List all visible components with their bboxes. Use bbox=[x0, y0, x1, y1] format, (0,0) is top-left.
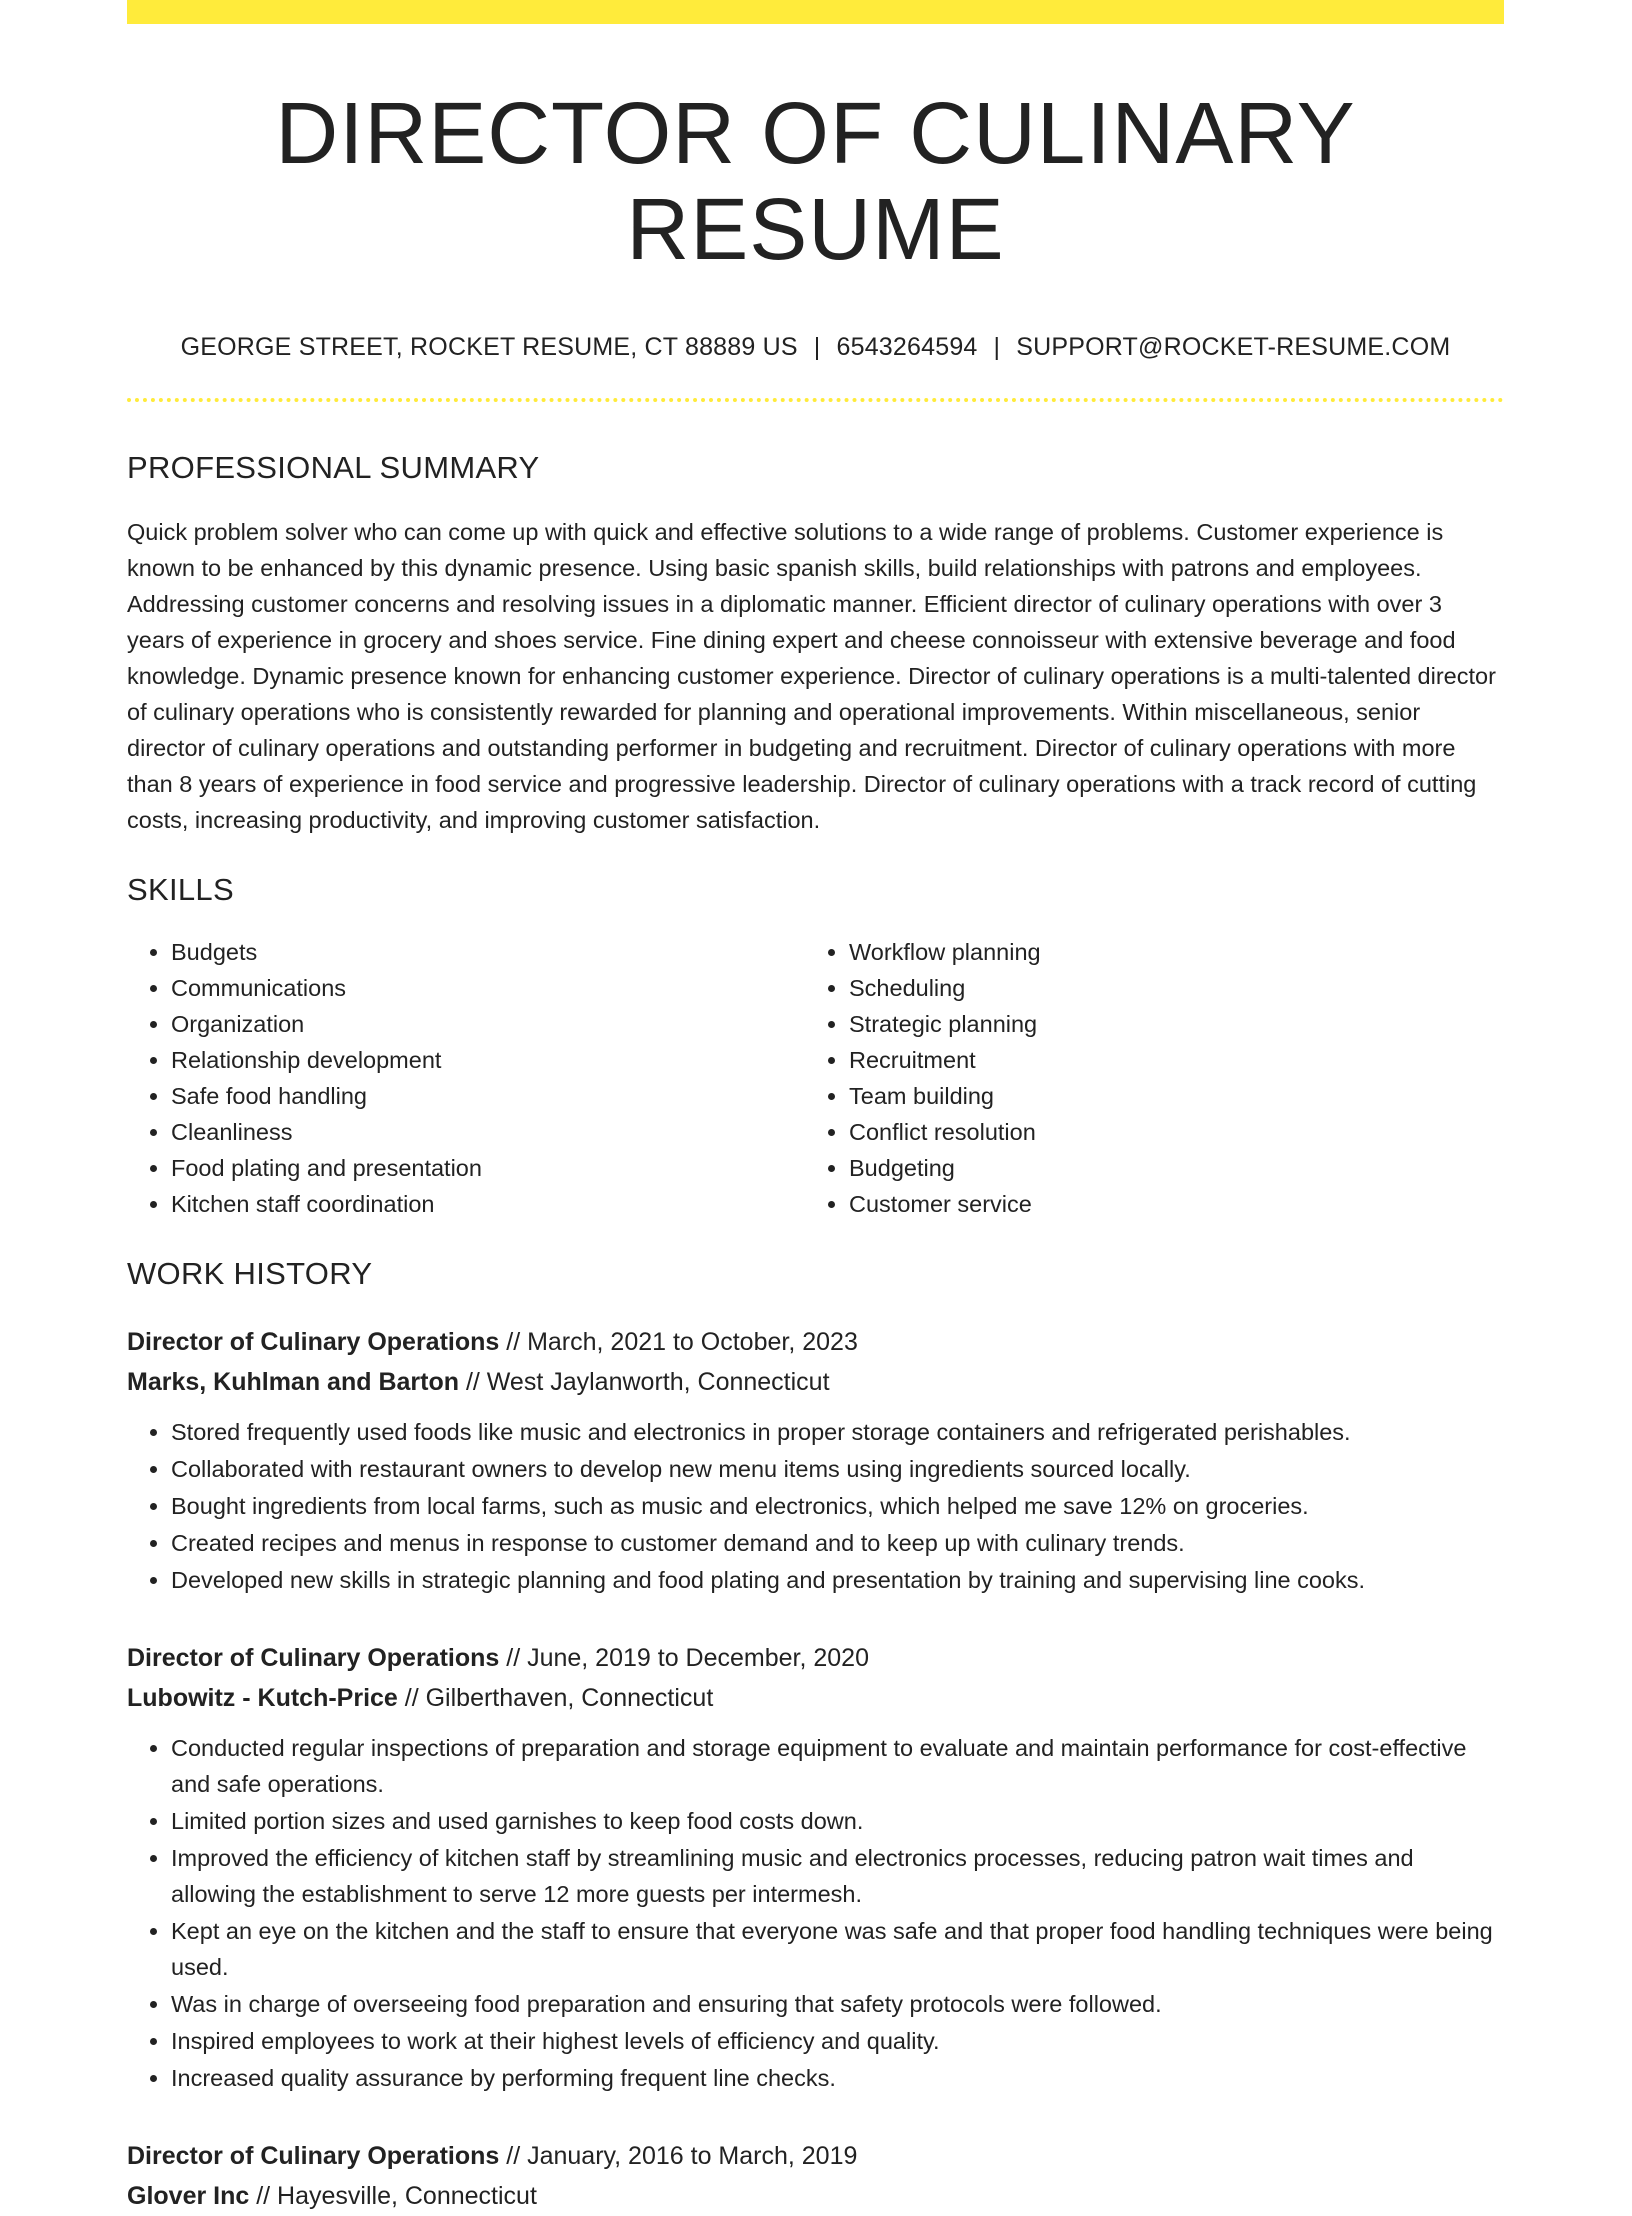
dotted-divider bbox=[127, 398, 1504, 402]
job-entry bbox=[127, 1638, 1504, 2096]
job-bullet: • Improved the efficiency of kitchen staff by streamlining music and electronics processes, reducing patron wait times and allowing the establishment to serve 12 more guests per intermesh. bbox=[171, 1840, 1504, 1912]
job-title: Director of Culinary Operations bbox=[127, 2142, 500, 2171]
contact-separator: | bbox=[993, 333, 1001, 362]
job-bullet: • Inspired employees to work at their highest levels of efficiency and quality. bbox=[171, 2023, 1504, 2059]
job-dates: // March, 2021 to October, 2023 bbox=[499, 1328, 858, 1357]
job-bullet: • Stored frequently used foods like music and electronics in proper storage containers and refrigerated perishables. bbox=[171, 1414, 1504, 1450]
skill-item: • Safe food handling bbox=[171, 1078, 805, 1114]
job-bullet: • Bought ingredients from local farms, such as music and electronics, which helped me save 12% on groceries. bbox=[171, 1488, 1504, 1524]
job-location: // Hayesville, Connecticut bbox=[249, 2182, 537, 2211]
skill-item: • Workflow planning bbox=[849, 934, 1449, 970]
job-company: Glover Inc bbox=[127, 2182, 250, 2211]
skill-item: • Budgeting bbox=[849, 1150, 1449, 1186]
job-company-line bbox=[127, 2176, 1504, 2216]
job-title: Director of Culinary Operations bbox=[127, 1328, 500, 1357]
skill-item: • Conflict resolution bbox=[849, 1114, 1449, 1150]
job-bullets bbox=[127, 1414, 1504, 1598]
summary-text: Quick problem solver who can come up with quick and effective solutions to a wide range of problems. Customer experience is known to be enhanced by this dynamic presence. Using basic spanish skills, build relationships with patrons and employees. Addressing customer concerns and resolving issues in a diplomatic manner. Efficient director of culinary operations with over 3 years of experience in grocery and shoes service. Fine dining expert and cheese connoisseur with extensive beverage and food knowledge. Dynamic presence known for enhancing customer experience. Director of culinary operations is a multi-talented director of culinary operations who is consistently rewarded for planning and operational improvements. Within miscellaneous, senior director of culinary operations and outstanding performer in budgeting and recruitment. Director of culinary operations with more than 8 years of experience in food service and progressive leadership. Director of culinary operations with a track record of cutting costs, increasing productivity, and improving customer satisfaction. bbox=[127, 519, 1496, 834]
skill-item: • Kitchen staff coordination bbox=[171, 1186, 805, 1222]
skill-item: • Communications bbox=[171, 970, 805, 1006]
job-bullet: • Increased quality assurance by performing frequent line checks. bbox=[171, 2060, 1504, 2096]
job-company-line bbox=[127, 1678, 1504, 1718]
resume-title: DIRECTOR OF CULINARY RESUME bbox=[275, 85, 1356, 278]
skill-item: • Cleanliness bbox=[171, 1114, 805, 1150]
job-entry bbox=[127, 2136, 1504, 2216]
section-title-summary: PROFESSIONAL SUMMARY bbox=[127, 450, 540, 486]
job-location: // Gilberthaven, Connecticut bbox=[397, 1684, 714, 1713]
accent-top-bar bbox=[127, 0, 1504, 24]
job-dates: // January, 2016 to March, 2019 bbox=[499, 2142, 858, 2171]
job-company-line bbox=[127, 1362, 1504, 1402]
job-bullet: • Conducted regular inspections of preparation and storage equipment to evaluate and maintain performance for cost-effective and safe operations. bbox=[171, 1730, 1504, 1802]
job-bullet: • Developed new skills in strategic planning and food plating and presentation by training and supervising line cooks. bbox=[171, 1562, 1504, 1598]
job-bullet: • Collaborated with restaurant owners to develop new menu items using ingredients sourced locally. bbox=[171, 1451, 1504, 1487]
section-title-work-history: WORK HISTORY bbox=[127, 1256, 373, 1292]
job-entry bbox=[127, 1322, 1504, 1598]
skill-item: • Relationship development bbox=[171, 1042, 805, 1078]
job-bullet: • Kept an eye on the kitchen and the staff to ensure that everyone was safe and that proper food handling techniques were being used. bbox=[171, 1913, 1504, 1985]
job-location: // West Jaylanworth, Connecticut bbox=[459, 1368, 830, 1397]
job-bullets bbox=[127, 1730, 1504, 2096]
job-bullet: • Limited portion sizes and used garnishes to keep food costs down. bbox=[171, 1803, 1504, 1839]
skill-item: • Scheduling bbox=[849, 970, 1449, 1006]
skill-item: • Budgets bbox=[171, 934, 805, 970]
skills-list bbox=[127, 934, 1504, 1222]
contact-email[interactable]: SUPPORT@ROCKET-RESUME.COM bbox=[1016, 333, 1451, 362]
contact-phone[interactable]: 6543264594 bbox=[836, 333, 978, 362]
job-dates: // June, 2019 to December, 2020 bbox=[499, 1644, 869, 1673]
skill-item: • Organization bbox=[171, 1006, 805, 1042]
skill-item: • Team building bbox=[849, 1078, 1449, 1114]
skill-item: • Recruitment bbox=[849, 1042, 1449, 1078]
contact-separator: | bbox=[813, 333, 821, 362]
resume-page bbox=[127, 0, 1504, 2216]
section-title-skills: SKILLS bbox=[127, 872, 234, 908]
skills-column-left bbox=[127, 934, 805, 1222]
job-title-line bbox=[127, 2136, 1504, 2176]
skill-item: • Food plating and presentation bbox=[171, 1150, 805, 1186]
skill-item: • Customer service bbox=[849, 1186, 1449, 1222]
contact-line bbox=[127, 333, 1504, 362]
job-bullet: • Was in charge of overseeing food preparation and ensuring that safety protocols were followed. bbox=[171, 1986, 1504, 2022]
job-title: Director of Culinary Operations bbox=[127, 1644, 500, 1673]
job-bullet: • Created recipes and menus in response to customer demand and to keep up with culinary trends. bbox=[171, 1525, 1504, 1561]
job-title-line bbox=[127, 1322, 1504, 1362]
job-title-line bbox=[127, 1638, 1504, 1678]
job-company: Marks, Kuhlman and Barton bbox=[127, 1368, 459, 1397]
contact-address: GEORGE STREET, ROCKET RESUME, CT 88889 US bbox=[180, 333, 798, 362]
job-company: Lubowitz - Kutch-Price bbox=[127, 1684, 398, 1713]
skill-item: • Strategic planning bbox=[849, 1006, 1449, 1042]
skills-column-right bbox=[805, 934, 1449, 1222]
